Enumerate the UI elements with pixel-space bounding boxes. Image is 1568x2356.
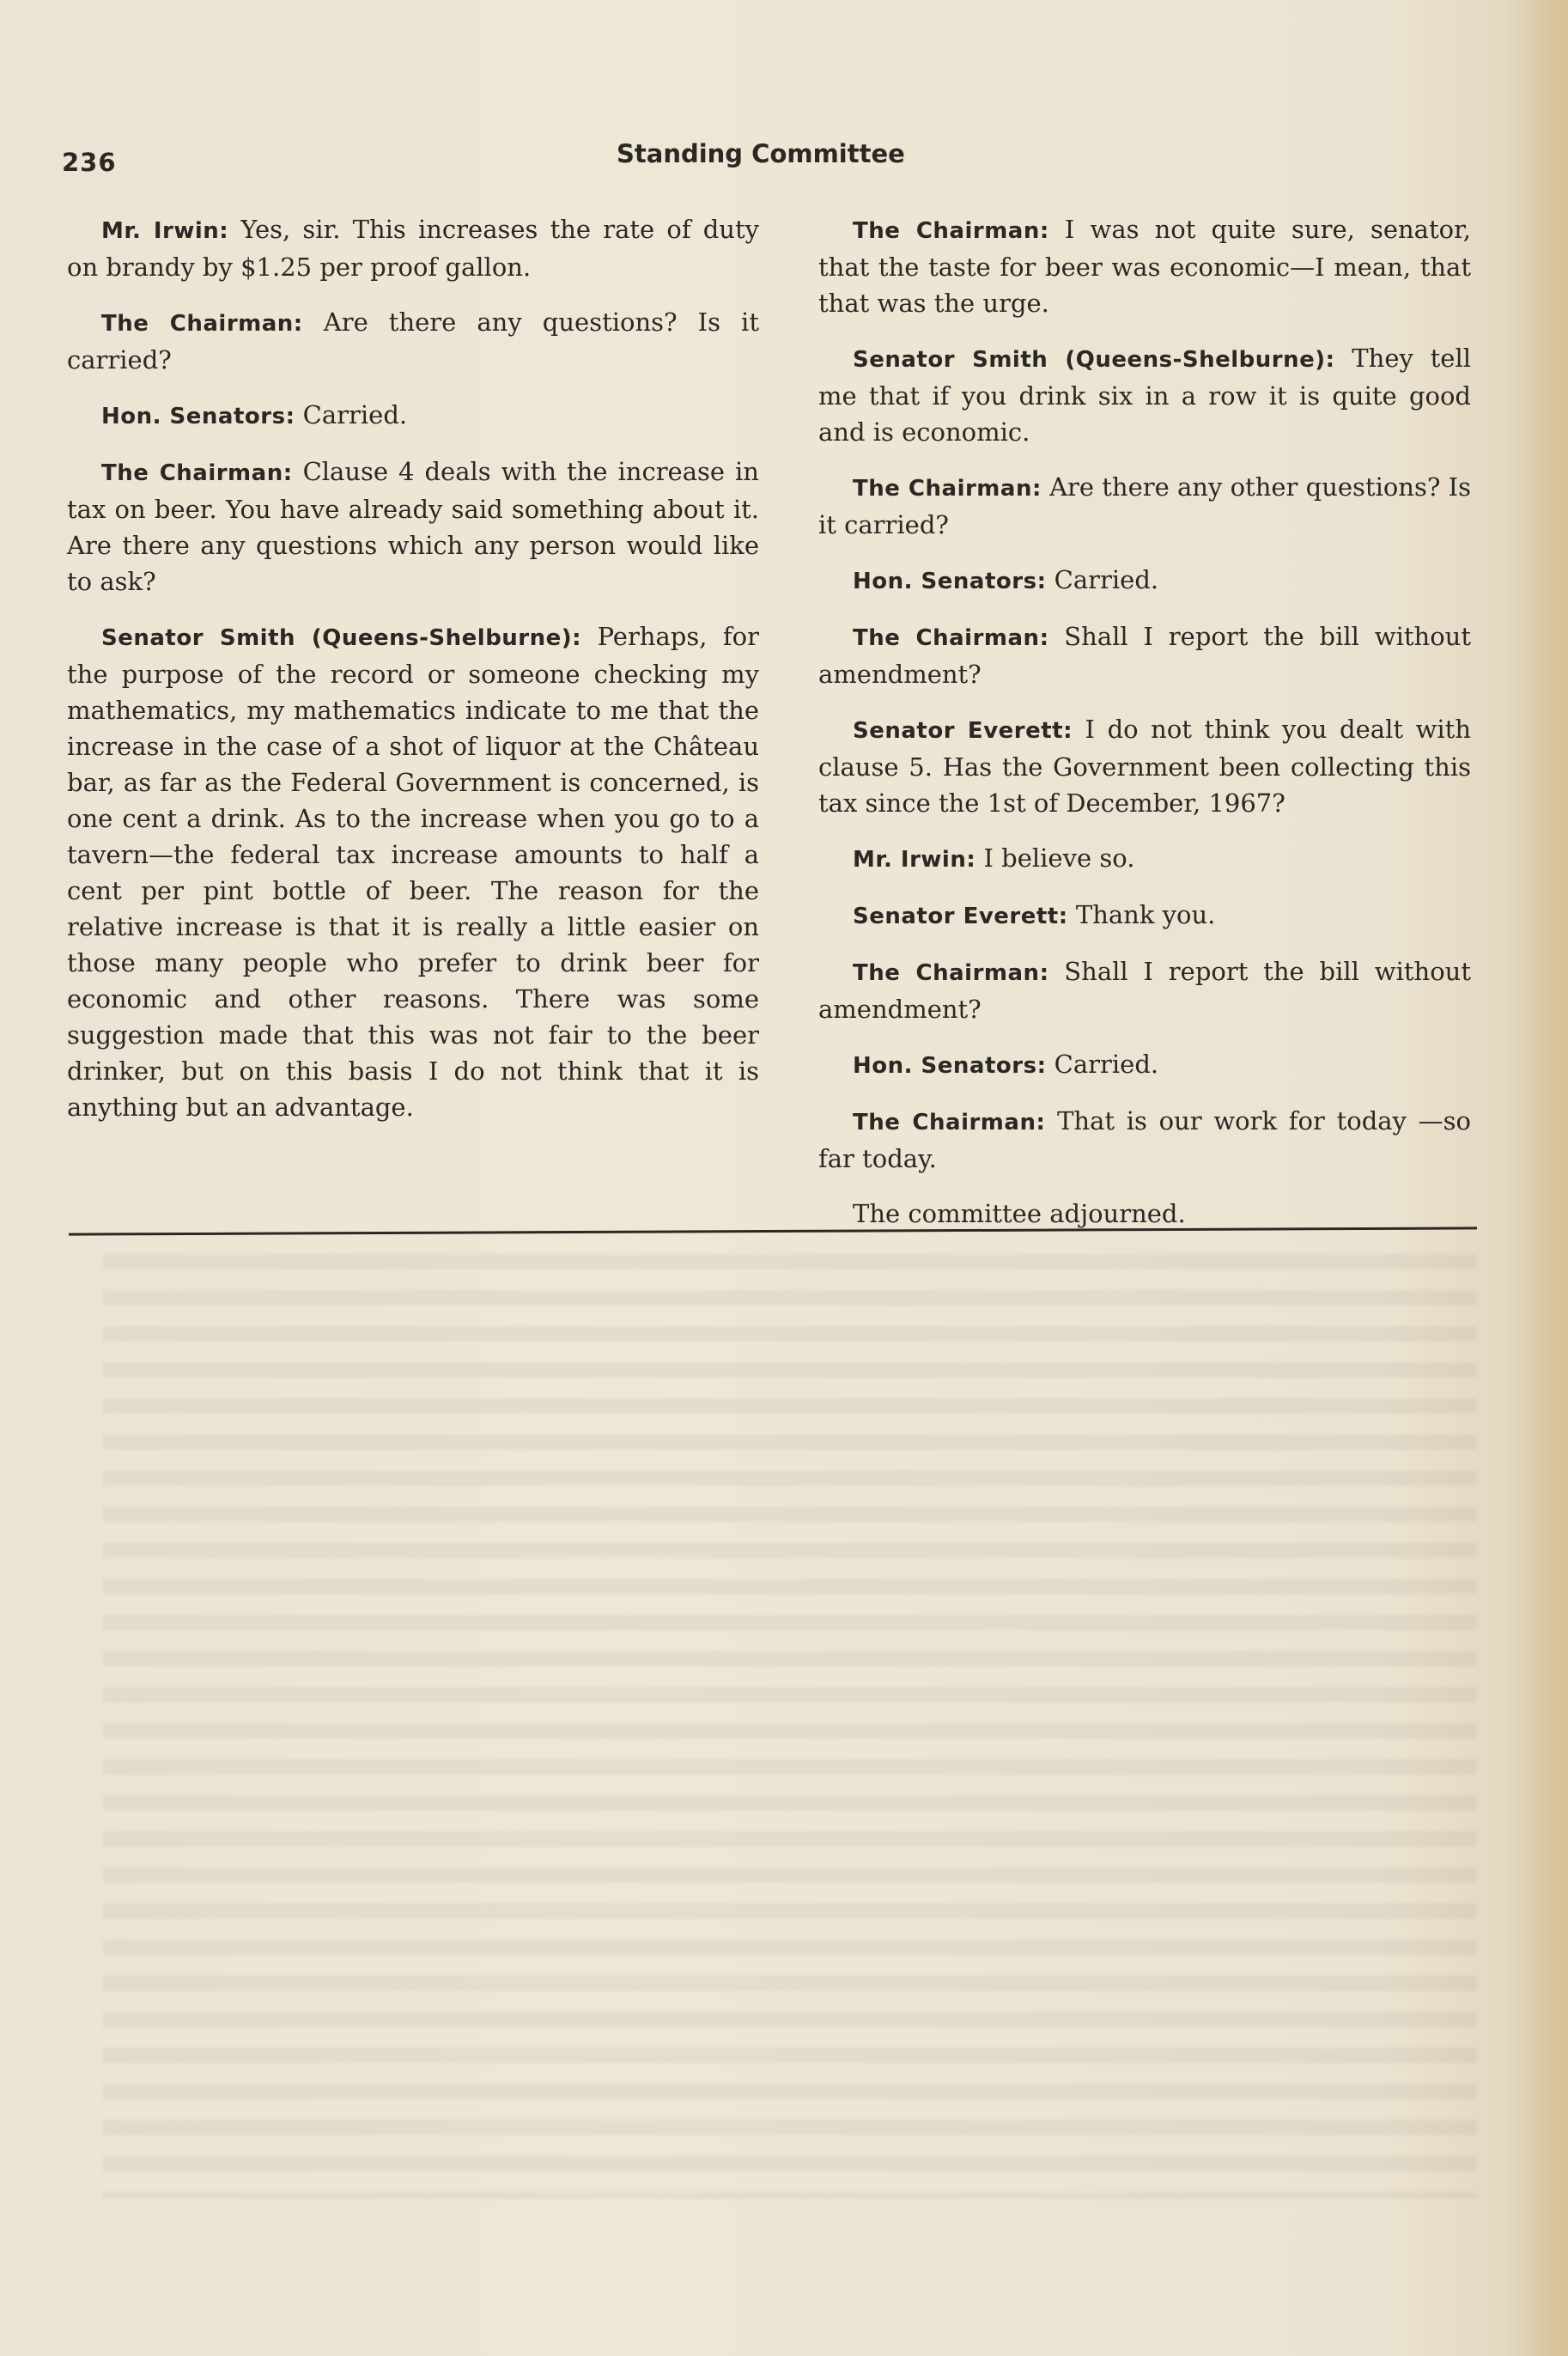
speech-text: I do not think you dealt with clause 5. Has the Government been collecting this tax since the 1st of December, 1967? [818, 715, 1471, 818]
paragraph [818, 711, 1471, 821]
speaker-name: Hon. Senators: [853, 569, 1047, 594]
speech-text: Yes, sir. This increases the rate of duty on brandy by $1.25 per proof gallon. [67, 215, 759, 282]
speech-text: Perhaps, for the purpose of the record or someone checking my mathematics, my mathematics indicate to me that the increase in the case of a shot of liquor at the Château bar, as far as the Federal Government is concerned, is one cent a drink. As to the increase when you go to a tavern—the federal tax increase amounts to half a cent per pint bottle of beer. The reason for the relative increase is that it is really a little easier on those many people who prefer to drink beer for economic and other reasons. There was some suggestion made that this was not fair to the beer drinker, but on this basis I do not think that it is anything but an advantage. [67, 622, 759, 1122]
speaker-name: Mr. Irwin: [853, 847, 976, 873]
paragraph [818, 562, 1471, 600]
paragraph [67, 618, 759, 1125]
speaker-name: The Chairman: [853, 960, 1049, 986]
page-binding-shadow [1516, 0, 1568, 2356]
speech-text: The committee adjourned. [853, 1199, 1186, 1228]
speech-text: I believe so. [975, 843, 1135, 873]
speech-text: They tell me that if you drink six in a row it is quite good and is economic. [818, 344, 1471, 447]
speaker-name: The Chairman: [853, 218, 1049, 244]
paragraph [818, 340, 1471, 450]
paragraph [67, 211, 759, 285]
speaker-name: Mr. Irwin: [101, 218, 229, 244]
speaker-name: Hon. Senators: [101, 404, 295, 429]
speaker-name: Senator Everett: [853, 718, 1073, 744]
left-column [67, 211, 759, 1144]
reverse-side-show-through [103, 1254, 1477, 2199]
page-number: 236 [62, 148, 117, 177]
paragraph [818, 211, 1471, 321]
running-head: Standing Committee [617, 139, 905, 168]
paragraph [818, 1046, 1471, 1084]
speech-text: Carried. [1046, 565, 1159, 594]
speaker-name: Hon. Senators: [853, 1053, 1047, 1079]
paragraph [818, 618, 1471, 692]
speech-text: Carried. [1046, 1050, 1159, 1079]
paragraph [818, 953, 1471, 1027]
paragraph [67, 304, 759, 378]
speech-text: That is our work for today —so far today. [818, 1106, 1471, 1173]
paragraph [818, 469, 1471, 543]
speaker-name: The Chairman: [853, 1110, 1046, 1135]
speech-text: I was not quite sure, senator, that the taste for beer was economic—I mean, that that was the urge. [818, 215, 1471, 318]
speaker-name: Senator Smith (Queens-Shelburne): [101, 625, 582, 651]
speech-text: Shall I report the bill without amendment? [818, 957, 1471, 1024]
speaker-name: The Chairman: [101, 460, 293, 486]
speech-text: Are there any questions? Is it carried? [67, 307, 759, 374]
paragraph [818, 1103, 1471, 1177]
speech-text: Thank you. [1067, 900, 1216, 929]
speaker-name: The Chairman: [853, 625, 1049, 651]
speech-text: Clause 4 deals with the increase in tax on beer. You have already said something about it. Are there any questions which any person would like to ask? [67, 457, 759, 596]
paragraph [818, 897, 1471, 934]
speaker-name: The Chairman: [853, 476, 1042, 502]
paragraph [818, 840, 1471, 878]
speech-text: Shall I report the bill without amendment? [818, 622, 1471, 689]
paragraph [67, 397, 759, 435]
speaker-name: The Chairman: [101, 311, 303, 337]
speaker-name: Senator Everett: [853, 904, 1068, 929]
speaker-name: Senator Smith (Queens-Shelburne): [853, 347, 1335, 373]
paragraph [67, 454, 759, 600]
right-column [818, 211, 1471, 1251]
speech-text: Are there any other questions? Is it carried? [818, 472, 1471, 539]
adjournment-note [818, 1196, 1471, 1232]
speech-text: Carried. [295, 400, 408, 429]
